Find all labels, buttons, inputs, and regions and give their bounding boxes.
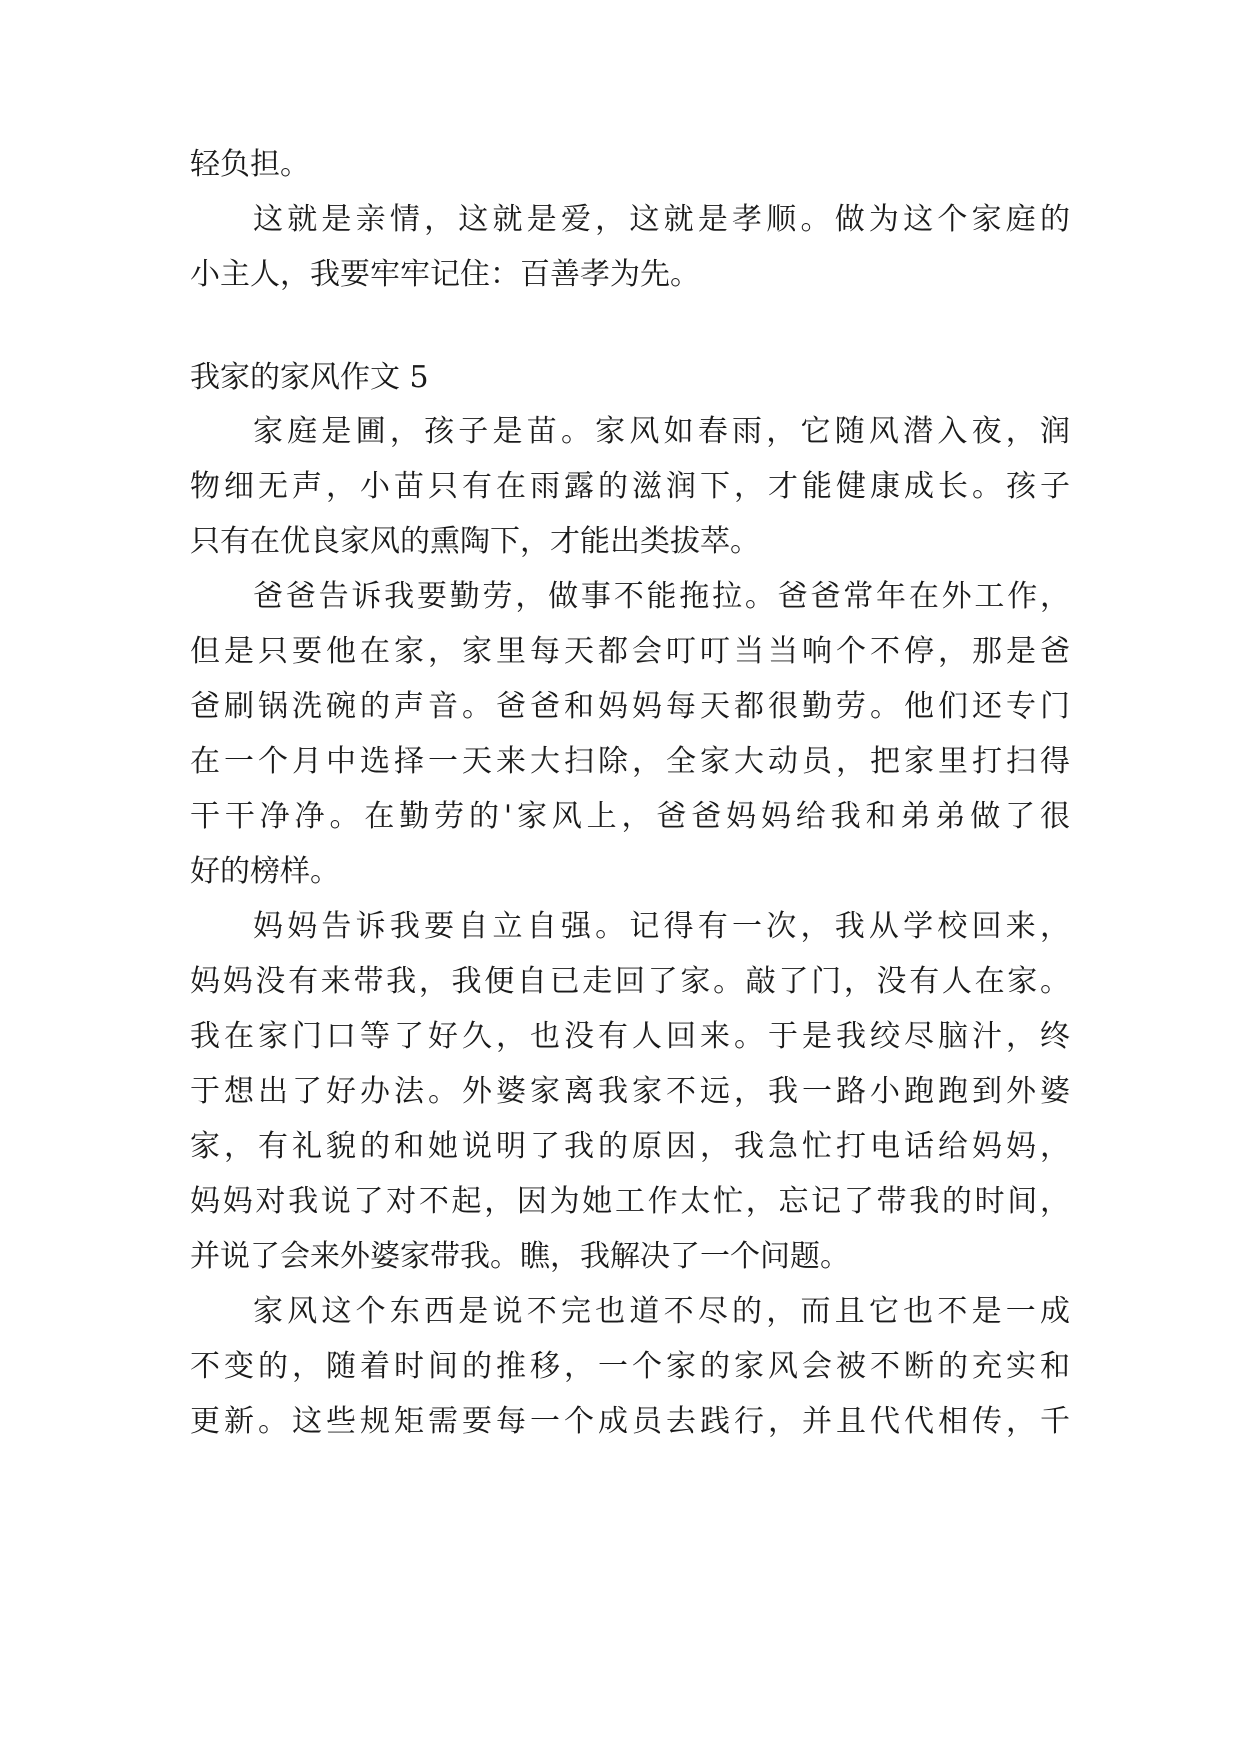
paragraph-3-line-7: 并说了会来外婆家带我。瞧，我解决了一个问题。 xyxy=(190,1239,850,1274)
paragraph-2-line-5: 干干净净。在勤劳的'家风上，爸爸妈妈给我和弟弟做了很 xyxy=(190,799,1070,834)
paragraph-3-line-5: 家，有礼貌的和她说明了我的原因，我急忙打电话给妈妈， xyxy=(190,1129,1070,1164)
paragraph-2-line-6: 好的榜样。 xyxy=(190,854,340,889)
paragraph-2-line-3: 爸刷锅洗碗的声音。爸爸和妈妈每天都很勤劳。他们还专门 xyxy=(190,689,1070,724)
paragraph-1-line-1: 家庭是圃，孩子是苗。家风如春雨，它随风潜入夜，润 xyxy=(253,414,1070,449)
paragraph-3-line-4: 于想出了好办法。外婆家离我家不远，我一路小跑跑到外婆 xyxy=(190,1074,1070,1109)
paragraph-3-line-6: 妈妈对我说了对不起，因为她工作太忙，忘记了带我的时间， xyxy=(190,1184,1070,1219)
paragraph-4-line-1: 家风这个东西是说不完也道不尽的，而且它也不是一成 xyxy=(253,1294,1070,1329)
paragraph-3-line-1: 妈妈告诉我要自立自强。记得有一次，我从学校回来， xyxy=(253,909,1070,944)
paragraph-1-line-3: 只有在优良家风的熏陶下，才能出类拔萃。 xyxy=(190,524,760,559)
paragraph-3-line-2: 妈妈没有来带我，我便自已走回了家。敲了门，没有人在家。 xyxy=(190,964,1070,999)
section-heading: 我家的家风作文 5 xyxy=(190,360,429,395)
paragraph-2-line-4: 在一个月中选择一天来大扫除，全家大动员，把家里打扫得 xyxy=(190,744,1070,779)
paragraph-4-line-2: 不变的，随着时间的推移，一个家的家风会被不断的充实和 xyxy=(190,1349,1070,1384)
paragraph-3-line-3: 我在家门口等了好久，也没有人回来。于是我绞尽脑汁，终 xyxy=(190,1019,1070,1054)
paragraph-4-line-3: 更新。这些规矩需要每一个成员去践行，并且代代相传，千 xyxy=(190,1404,1070,1439)
closing-line-2: 小主人，我要牢牢记住：百善孝为先。 xyxy=(190,257,700,292)
paragraph-2-line-2: 但是只要他在家，家里每天都会叮叮当当响个不停，那是爸 xyxy=(190,634,1070,669)
paragraph-2-line-1: 爸爸告诉我要勤劳，做事不能拖拉。爸爸常年在外工作， xyxy=(253,579,1070,614)
paragraph-1-line-2: 物细无声，小苗只有在雨露的滋润下，才能健康成长。孩子 xyxy=(190,469,1070,504)
intro-tail-line: 轻负担。 xyxy=(190,147,310,182)
closing-line-1: 这就是亲情，这就是爱，这就是孝顺。做为这个家庭的 xyxy=(253,202,1070,237)
